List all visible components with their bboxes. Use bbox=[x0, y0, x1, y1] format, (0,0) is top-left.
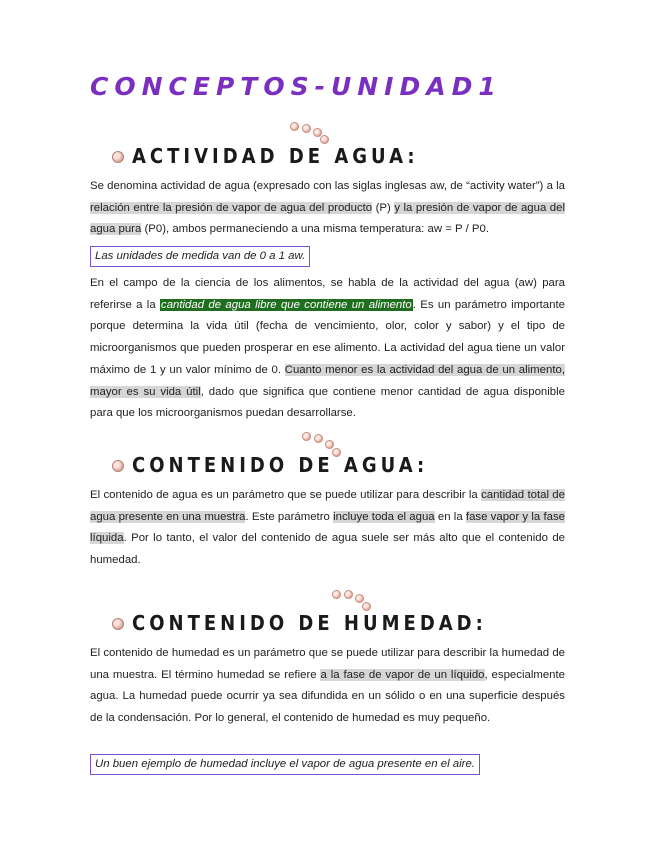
section-title: ACTIVIDAD DE AGUA: bbox=[132, 144, 419, 169]
text-run: En el campo de la ciencia de los alimentos, se habla de la actividad del agua (aw) para referirse a la bbox=[90, 277, 565, 311]
highlight: incluye toda el agua bbox=[333, 510, 435, 523]
highlight: Cuanto menor es la actividad del agua de un alimento, mayor es su vida útil bbox=[90, 363, 565, 398]
section-heading-contenido-agua bbox=[112, 455, 428, 476]
section-title: CONTENIDO DE AGUA: bbox=[132, 453, 429, 478]
text-run: en la bbox=[434, 510, 466, 523]
text-run: , especialmente agua. La humedad puede ocurrir ya sea difundida en un sólido o en una superficie después de la condensación. Por lo general, el contenido de humedad es muy pequeño. bbox=[90, 668, 566, 725]
paragraph-contenido-agua bbox=[90, 485, 565, 572]
peach-dots-icon bbox=[330, 588, 380, 614]
text-run: , dado que significa que contiene menor cantidad de agua disponible para que los microorganismos puedan desarrollarse. bbox=[90, 385, 565, 420]
bullet-icon bbox=[112, 618, 124, 630]
paragraph-actividad-alimentos bbox=[90, 273, 565, 425]
paragraph-actividad-definicion bbox=[90, 176, 565, 241]
peach-dots-icon bbox=[302, 430, 352, 456]
highlight: relación entre la presión de vapor de agua del producto bbox=[90, 201, 373, 214]
text-run: El contenido de agua es un parámetro que se puede utilizar para describir la bbox=[90, 489, 482, 501]
text-run: . Es un parámetro importante porque determina la vida útil (fecha de vencimiento, olor, color y sabor) y el tipo de microorganismos que pueden prosperar en ese alimento. La actividad del agua tiene un valor máximo de 1 y un valor mínimo de 0. bbox=[90, 298, 565, 376]
highlight: cantidad total de agua presente en una muestra bbox=[90, 489, 565, 523]
section-title: CONTENIDO DE HUMEDAD: bbox=[132, 611, 487, 636]
text-run: (P) bbox=[372, 201, 395, 214]
peach-dots-icon bbox=[288, 120, 338, 146]
paragraph-contenido-humedad bbox=[90, 643, 565, 730]
page-title: CONCEPTOS-UNIDAD1 bbox=[90, 72, 502, 101]
text-run: Se denomina actividad de agua (expresado con las siglas inglesas aw, de “activity water”) a la bbox=[90, 180, 565, 192]
bullet-icon bbox=[112, 151, 124, 163]
note-box-humedad: Un buen ejemplo de humedad incluye el vapor de agua presente en el aire. bbox=[90, 754, 480, 775]
text-run: El contenido de humedad es un parámetro que se puede utilizar para describir la humedad de una muestra. El término humedad se refiere bbox=[90, 647, 565, 681]
bullet-icon bbox=[112, 460, 124, 472]
highlight: fase vapor y la fase líquida bbox=[90, 510, 565, 545]
text-run: . Por lo tanto, el valor del contenido de agua suele ser más alto que el contenido de humedad. bbox=[90, 532, 565, 567]
highlight: y la presión de vapor de agua del agua pura bbox=[90, 201, 566, 236]
text-run: . Este parámetro bbox=[245, 510, 334, 523]
text-run: (P0), ambos permaneciendo a una misma temperatura: aw = P / P0. bbox=[141, 223, 490, 236]
highlight-green: cantidad de agua libre que contiene un alimento bbox=[161, 298, 412, 311]
note-box-unidades: Las unidades de medida van de 0 a 1 aw. bbox=[90, 246, 310, 267]
section-heading-contenido-humedad bbox=[112, 613, 487, 634]
highlight: a la fase de vapor de un líquido bbox=[320, 668, 485, 681]
section-heading-actividad bbox=[112, 146, 419, 167]
